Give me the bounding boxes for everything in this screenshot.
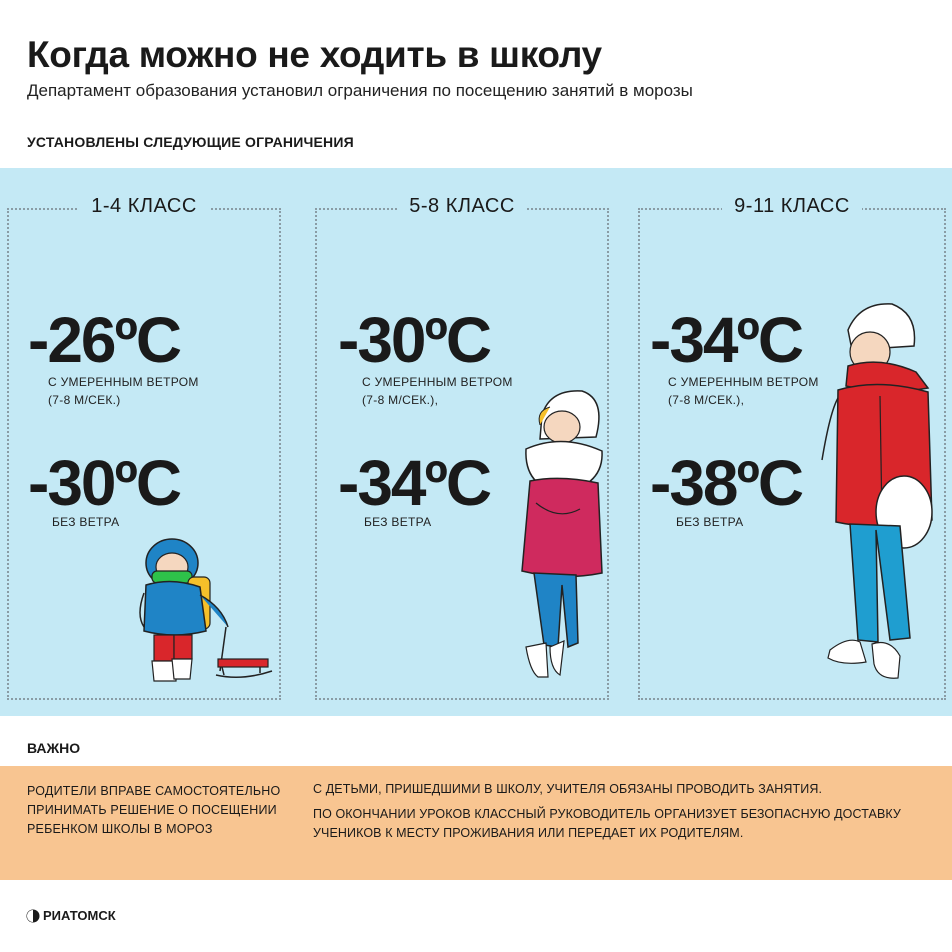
temp-calm: -38ºC — [650, 447, 803, 519]
logo-text: РИАТОМСК — [43, 908, 116, 923]
wind-note-line2: (7-8 М/СЕК.), — [668, 393, 745, 407]
girl-in-pink-coat-illustration — [510, 385, 615, 685]
logo-mark-icon — [26, 909, 40, 923]
ria-tomsk-logo — [26, 908, 116, 923]
temp-calm: -30ºC — [28, 447, 181, 519]
important-label: ВАЖНО — [27, 740, 81, 756]
wind-note — [48, 373, 199, 409]
calm-note: БЕЗ ВЕТРА — [676, 515, 744, 529]
wind-note-line1: С УМЕРЕННЫМ ВЕТРОМ — [48, 375, 199, 389]
grade-heading: 1-4 КЛАСС — [79, 195, 209, 217]
wind-note — [362, 373, 513, 409]
child-with-sled-illustration — [130, 535, 280, 690]
wind-note-line1: С УМЕРЕННЫМ ВЕТРОМ — [668, 375, 819, 389]
page-subtitle: Департамент образования установил ограничения по посещению занятий в морозы — [27, 81, 693, 100]
grade-heading: 9-11 КЛАСС — [722, 195, 862, 217]
teen-in-red-coat-illustration — [820, 300, 950, 685]
wind-note-line1: С УМЕРЕННЫМ ВЕТРОМ — [362, 375, 513, 389]
parents-note: РОДИТЕЛИ ВПРАВЕ САМОСТОЯТЕЛЬНО ПРИНИМАТЬ РЕШЕНИЕ О ПОСЕЩЕНИИ РЕБЕНКОМ ШКОЛЫ В МОРОЗ — [27, 784, 281, 836]
calm-note: БЕЗ ВЕТРА — [364, 515, 432, 529]
temp-wind: -30ºC — [338, 304, 491, 376]
temp-wind: -26ºC — [28, 304, 181, 376]
temp-calm: -34ºC — [338, 447, 491, 519]
temp-wind: -34ºC — [650, 304, 803, 376]
page-title: Когда можно не ходить в школу — [27, 34, 602, 75]
wind-note — [668, 373, 819, 409]
grade-heading: 5-8 КЛАСС — [397, 195, 527, 217]
calm-note: БЕЗ ВЕТРА — [52, 515, 120, 529]
wind-note-line2: (7-8 М/СЕК.), — [362, 393, 439, 407]
section-label: УСТАНОВЛЕНЫ СЛЕДУЮЩИЕ ОГРАНИЧЕНИЯ — [27, 134, 354, 150]
wind-note-line2: (7-8 М/СЕК.) — [48, 393, 121, 407]
delivery-note: ПО ОКОНЧАНИИ УРОКОВ КЛАССНЫЙ РУКОВОДИТЕЛЬ ОРГАНИЗУЕТ БЕЗОПАСНУЮ ДОСТАВКУ УЧЕНИКОВ К МЕСТУ ПРОЖИВАНИЯ ИЛИ ПЕРЕДАЕТ ИХ РОДИТЕЛЯМ. — [313, 807, 901, 840]
teachers-note: С ДЕТЬМИ, ПРИШЕДШИМИ В ШКОЛУ, УЧИТЕЛЯ ОБЯЗАНЫ ПРОВОДИТЬ ЗАНЯТИЯ. — [313, 782, 823, 796]
